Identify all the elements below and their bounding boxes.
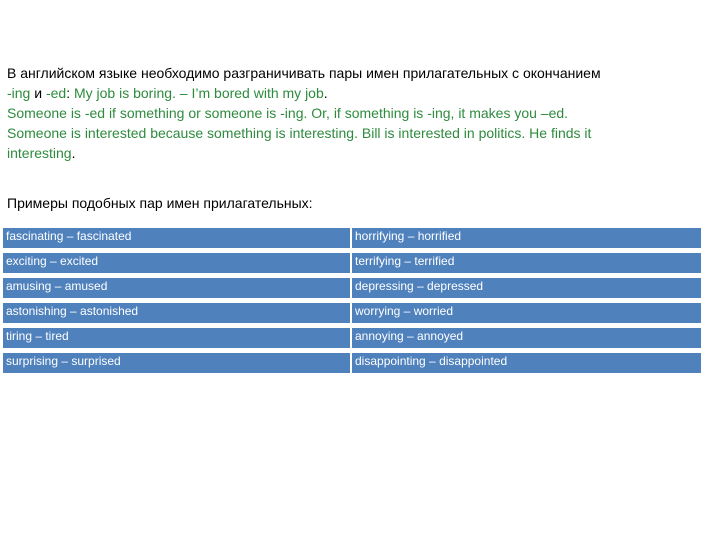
period: . [71, 145, 76, 161]
table-cell: surprising – surprised [3, 351, 351, 376]
table-cell: horrifying – horrified [351, 228, 701, 251]
table-row [3, 301, 701, 326]
example-sentence: My job is boring. – I’m bored with my job [73, 85, 324, 101]
table-cell: fascinating – fascinated [3, 228, 351, 251]
examples-heading: Примеры подобных пар имен прилагательных: [7, 195, 313, 211]
table-cell: exciting – excited [3, 251, 351, 276]
intro-line-2 [7, 83, 719, 103]
table-cell: disappointing – disappointed [351, 351, 701, 376]
table-cell: depressing – depressed [351, 276, 701, 301]
intro-line-3: Someone is -ed if something or someone is -ing. Or, if something is -ing, it makes you –ed. [7, 105, 569, 121]
table-cell: tiring – tired [3, 326, 351, 351]
table-cell: astonishing – astonished [3, 301, 351, 326]
suffix-ing: -ing [7, 85, 31, 101]
intro-paragraph [7, 63, 719, 163]
table-row [3, 351, 701, 376]
table-row [3, 228, 701, 251]
table-row [3, 326, 701, 351]
example-word: interesting [7, 145, 72, 161]
intro-line-4: Someone is interested because something is interesting. Bill is interested in politics. He finds it [7, 125, 592, 141]
table-cell: worrying – worried [351, 301, 701, 326]
table-cell: annoying – annoyed [351, 326, 701, 351]
table-cell: amusing – amused [3, 276, 351, 301]
conjunction: и [30, 85, 46, 101]
table-row [3, 276, 701, 301]
table-cell: terrifying – terrified [351, 251, 701, 276]
colon: : [66, 85, 74, 101]
intro-line-5 [7, 143, 719, 163]
intro-line-1: В английском языке необходимо разграничивать пары имен прилагательных с окончанием [7, 65, 601, 81]
period: . [323, 85, 328, 101]
table-row [3, 251, 701, 276]
suffix-ed: -ed [45, 85, 67, 101]
adjective-pairs-table [3, 228, 701, 378]
